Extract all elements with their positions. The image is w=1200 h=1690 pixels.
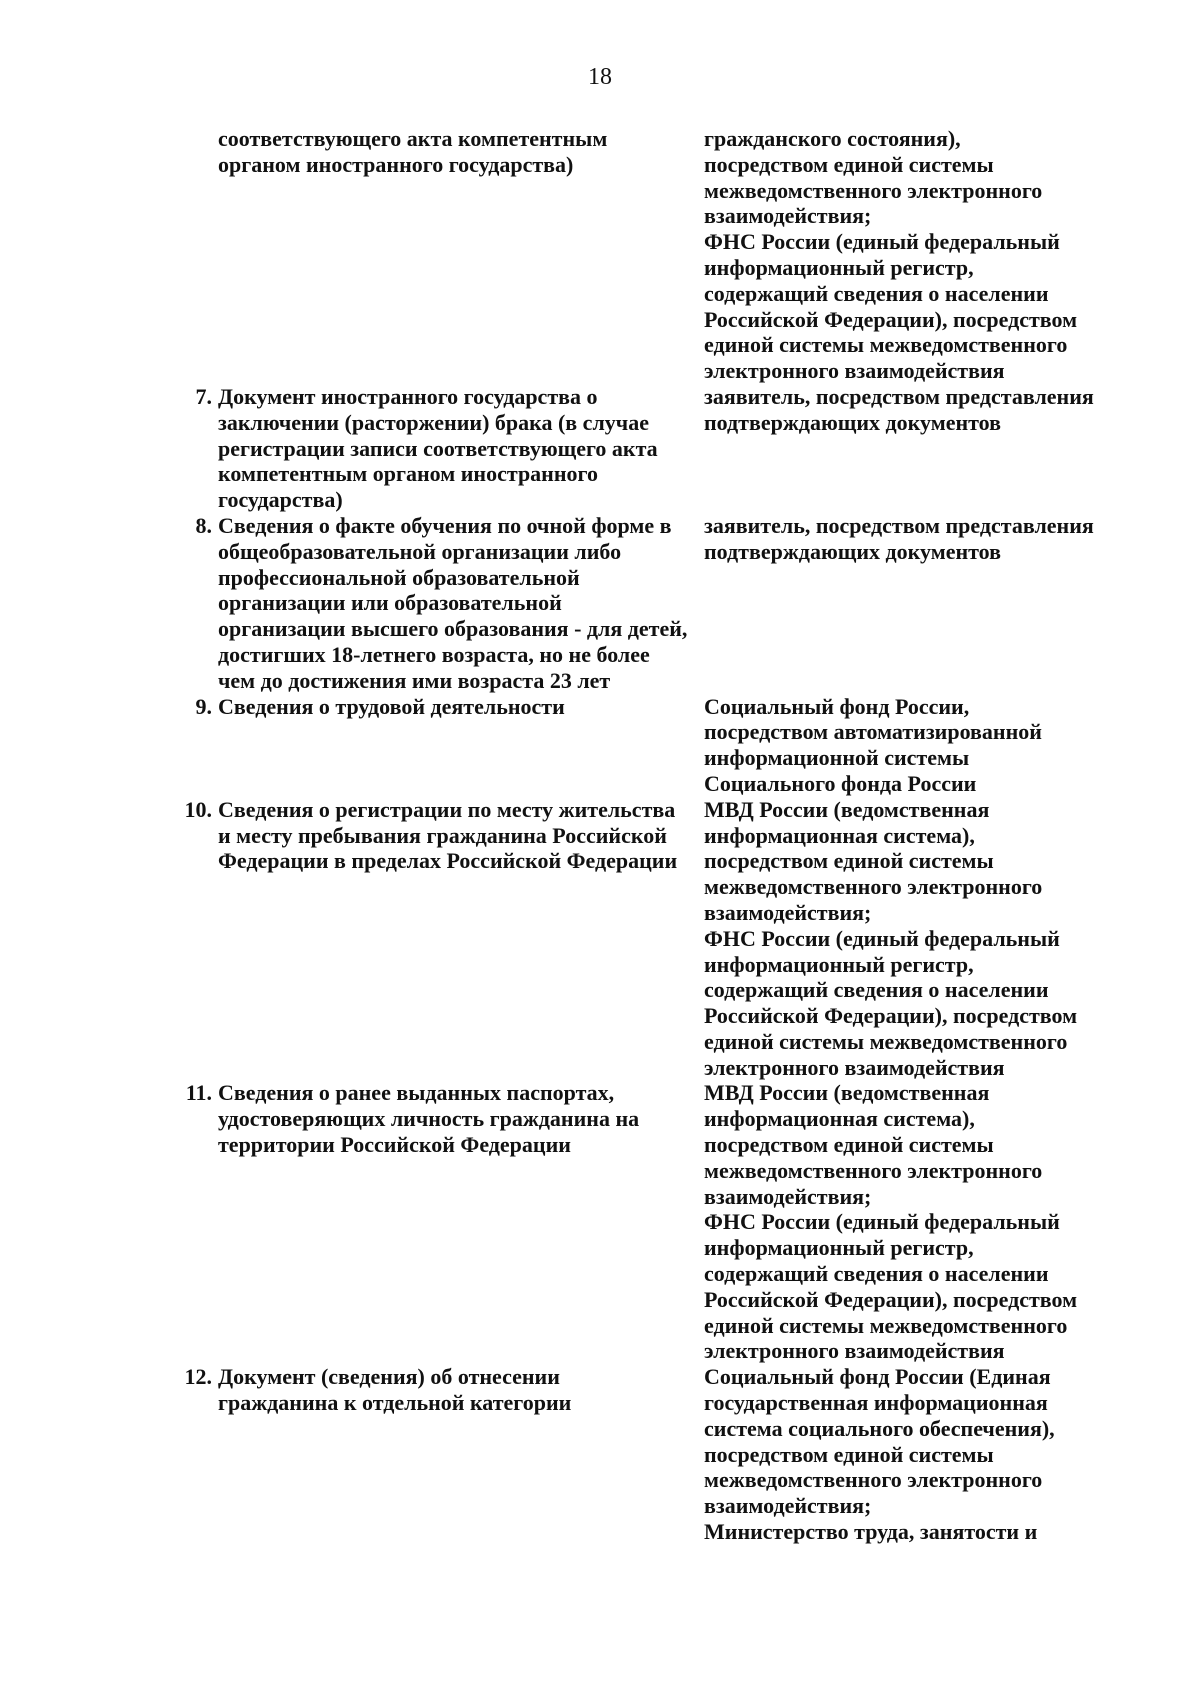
row-description: соответствующего акта компетентным органом иностранного государства): [218, 126, 608, 177]
row-source: заявитель, посредством представления подтверждающих документов: [704, 512, 1094, 564]
row-number: 8.: [195, 512, 212, 538]
table-row: [0, 126, 1200, 384]
row-number: 9.: [195, 693, 212, 719]
table-row: [0, 1364, 1200, 1545]
row-number: 7.: [195, 383, 212, 409]
table-row: [0, 1080, 1200, 1364]
row-description: Документ иностранного государства о заключении (расторжении) брака (в случае регистрации записи соответствующего акта компетентным органом иностранного государства): [218, 383, 658, 513]
row-source: Социальный фонд России (Единая государственная информационная система социального обеспечения), посредством единой системы межведомственного электронного взаимодействия; Министерство труда, занятости и: [704, 1364, 1055, 1545]
row-description: Сведения о факте обучения по очной форме в общеобразовательной организации либо профессиональной образовательной организации или образовательной организации высшего образования - для детей, достигших 18-летнего возраста, но не более чем до достижения ими возраста 23 лет: [218, 512, 688, 693]
row-source: МВД России (ведомственная информационная система), посредством единой системы межведомственного электронного взаимодействия; ФНС России (единый федеральный информационный регистр, содержащий сведения о населении Российской Федерации), посредством единой системы межведомственного электронного взаимодействия: [704, 796, 1078, 1080]
table-row: [0, 513, 1200, 694]
row-description: Сведения о регистрации по месту жительства и месту пребывания гражданина Российской Федерации в пределах Российской Федерации: [218, 796, 678, 874]
page-number: 18: [588, 64, 612, 90]
row-source: Социальный фонд России, посредством автоматизированной информационной системы Социального фонда России: [704, 693, 1042, 796]
row-number: 12.: [184, 1364, 212, 1390]
documents-table: [0, 126, 1200, 1545]
row-description: Сведения о ранее выданных паспортах, удостоверяющих личность гражданина на территории Российской Федерации: [218, 1080, 640, 1158]
table-row: [0, 694, 1200, 797]
row-source: заявитель, посредством представления подтверждающих документов: [704, 383, 1094, 435]
row-source: МВД России (ведомственная информационная система), посредством единой системы межведомственного электронного взаимодействия; ФНС России (единый федеральный информационный регистр, содержащий сведения о населении Российской Федерации), посредством единой системы межведомственного электронного взаимодействия: [704, 1080, 1078, 1364]
row-description: Документ (сведения) об отнесении гражданина к отдельной категории: [218, 1364, 572, 1416]
row-source: гражданского состояния), посредством единой системы межведомственного электронного взаимодействия; ФНС России (единый федеральный информационный регистр, содержащий сведения о населении Российской Федерации), посредством единой системы межведомственного электронного взаимодействия: [704, 126, 1078, 384]
table-row: [0, 797, 1200, 1081]
table-row: [0, 384, 1200, 513]
row-description: Сведения о трудовой деятельности: [218, 693, 565, 719]
row-number: 10.: [184, 796, 212, 822]
row-number: 11.: [185, 1080, 212, 1106]
